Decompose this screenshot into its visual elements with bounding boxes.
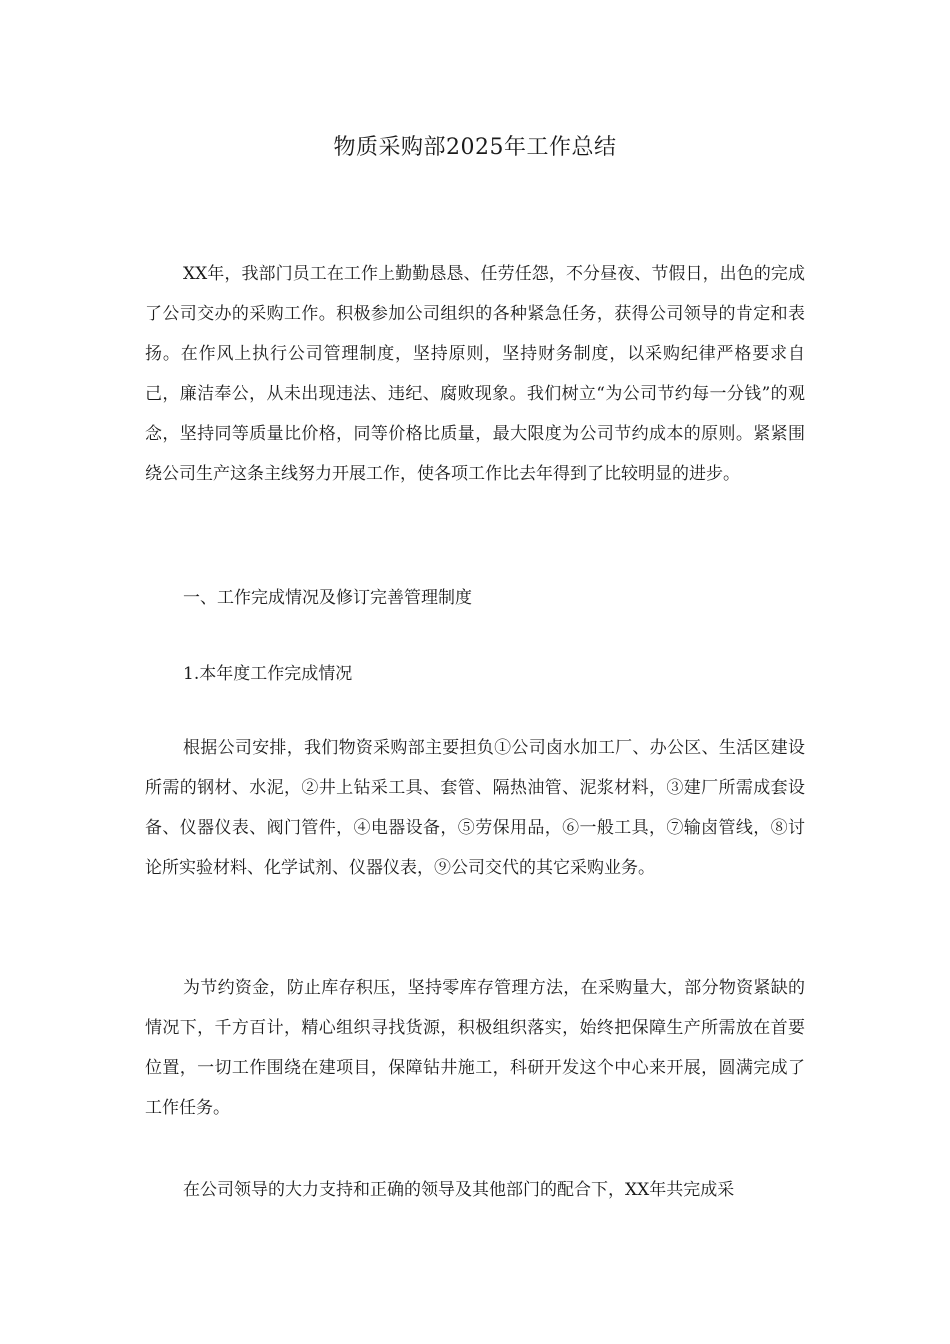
document-title: 物质采购部2025年工作总结 — [333, 135, 617, 160]
paragraph-cost-saving: 为节约资金，防止库存积压，坚持零库存管理方法，在采购量大，部分物资紧缺的情况下，千方百计，精心组织寻找货源，积极组织落实，始终把保障生产所需放在首要位置，一切工作围绕在建项目，保障钻井施工，科研开发这个中心来开展，圆满完成了工作任务。 — [145, 978, 805, 1118]
paragraph-responsibilities: 根据公司安排，我们物资采购部主要担负①公司卤水加工厂、办公区、生活区建设所需的钢材、水泥，②井上钻采工具、套管、隔热油管、泥浆材料，③建厂所需成套设备、仪器仪表、阀门管件，④电器设备，⑤劳保用品，⑥一般工具，⑦输卤管线，⑧讨论所实验材料、化学试剂、仪器仪表，⑨公司交代的其它采购业务。 — [145, 738, 805, 878]
paragraph-completion: 在公司领导的大力支持和正确的领导及其他部门的配合下，XX年共完成采 — [183, 1180, 735, 1200]
paragraph-intro: XX年，我部门员工在工作上勤勤恳恳、任劳任怨，不分昼夜、节假日，出色的完成了公司交办的采购工作。积极参加公司组织的各种紧急任务，获得公司领导的肯定和表扬。在作风上执行公司管理制度，坚持原则，坚持财务制度，以采购纪律严格要求自己，廉洁奉公，从未出现违法、违纪、腐败现象。我们树立“为公司节约每一分钱”的观念，坚持同等质量比价格，同等价格比质量，最大限度为公司节约成本的原则。紧紧围绕公司生产这条主线努力开展工作，使各项工作比去年得到了比较明显的进步。 — [145, 264, 805, 484]
section-heading-1: 一、工作完成情况及修订完善管理制度 — [183, 588, 472, 608]
subsection-heading-1-1: 1.本年度工作完成情况 — [183, 664, 353, 684]
